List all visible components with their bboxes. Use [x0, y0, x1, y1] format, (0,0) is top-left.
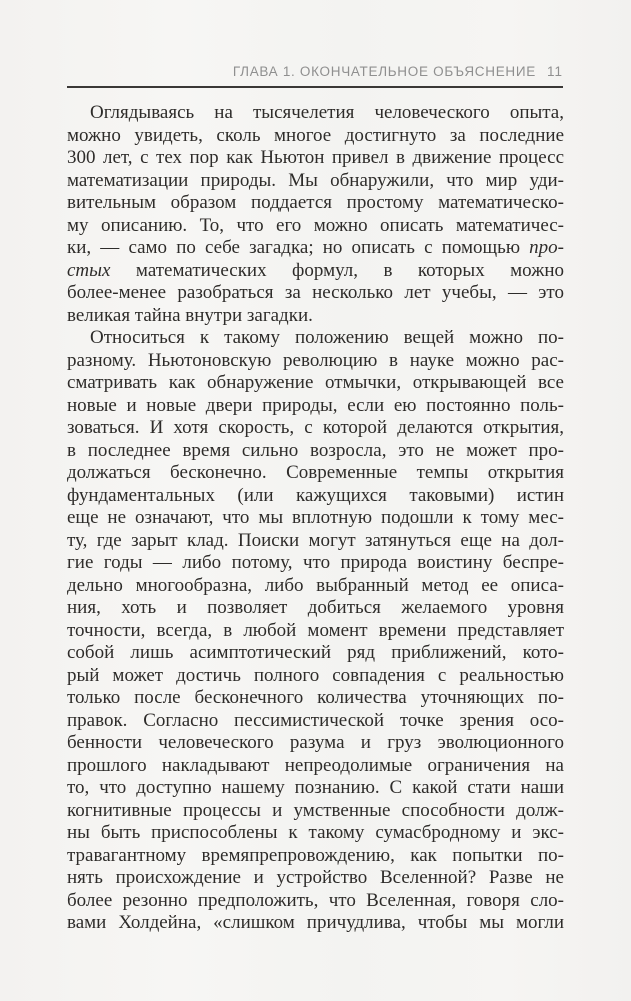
text-line [67, 395, 564, 418]
text-segment: должаться бесконечно. Современные темпы открытия [67, 462, 564, 483]
italic-text-segment: стых [67, 259, 111, 281]
text-line [67, 732, 564, 755]
text-line [67, 687, 564, 710]
text-segment: в последнее время сильно возросла, это не может про- [67, 439, 564, 461]
text-segment: дельно многообразна, либо выбранный метод ее описа- [67, 574, 564, 596]
text-segment: рый может достичь полного совпадения с реальностью [67, 664, 564, 686]
header-rule [67, 86, 563, 88]
text-line [67, 575, 564, 598]
text-line [67, 327, 564, 350]
text-line [67, 282, 564, 305]
text-segment: когнитивные процессы и умственные способности долж- [67, 799, 564, 821]
text-line [67, 350, 564, 373]
text-line [67, 710, 564, 733]
text-line [67, 530, 564, 553]
text-segment: ту, где зарыт клад. Поиски могут затянуться еще на дол- [67, 529, 564, 551]
text-line [67, 597, 564, 620]
text-segment: сматривать как обнаружение отмычки, открывающей все [67, 372, 564, 393]
text-line [67, 552, 564, 575]
text-segment: зоваться. И хотя скорость, с которой делаются открытия, [67, 417, 564, 438]
text-segment: ки, — само по себе загадка; но описать с помощью [67, 237, 530, 258]
text-segment: му описанию. То, что его можно описать математичес- [67, 214, 564, 236]
text-segment: нять происхождение и устройство Вселенной? Разве не [67, 867, 564, 888]
page-number: 11 [546, 64, 563, 79]
text-line [67, 642, 564, 665]
text-line [67, 665, 564, 688]
text-segment: ны быть приспособлены к такому сумасбродному и экс- [67, 822, 564, 843]
text-segment: ния, хоть и позволяет добиться желаемого уровня [67, 597, 564, 618]
text-line [67, 620, 564, 643]
text-line [67, 777, 564, 800]
text-segment: 300 лет, с тех пор как Ньютон привел в движение процесс [67, 147, 564, 168]
text-segment: гие годы — либо потому, что природа воистину беспре- [67, 552, 564, 573]
text-line [67, 755, 564, 778]
text-segment: еще не означают, что мы вплотную подошли к тому мес- [67, 507, 564, 528]
text-line [67, 462, 564, 485]
text-line [67, 507, 564, 530]
text-line [67, 800, 564, 823]
text-segment: прошлого накладывают непреодолимые ограничения на [67, 754, 564, 776]
text-line [67, 215, 564, 238]
text-line [67, 125, 564, 148]
text-segment: математизации природы. Мы обнаружили, что мир уди- [67, 169, 564, 191]
text-line [67, 822, 564, 845]
text-line [67, 867, 564, 890]
text-segment: вительным образом поддается простому математическо- [67, 192, 564, 213]
text-segment: точности, всегда, в любой момент времени представляет [67, 619, 564, 641]
text-segment: собой лишь асимптотический ряд приближений, кото- [67, 642, 564, 663]
text-segment: только после бесконечного количества уточняющих по- [67, 687, 564, 708]
text-segment: великая тайна внутри загадки. [67, 304, 313, 326]
running-head [67, 64, 563, 79]
text-segment: новые и новые двери природы, если ею постоянно поль- [67, 394, 564, 416]
paragraph [67, 327, 564, 935]
text-line [67, 912, 564, 935]
text-line [67, 192, 564, 215]
page-text [67, 102, 564, 935]
text-line [67, 147, 564, 170]
text-line [67, 845, 564, 868]
text-line [67, 102, 564, 125]
text-segment: более-менее разобраться за несколько лет учебы, — это [67, 282, 564, 303]
text-segment: Оглядываясь на тысячелетия человеческого опыта, [90, 102, 564, 123]
text-line [67, 372, 564, 395]
text-segment: фундаментальных (или кажущихся таковыми) истин [67, 484, 564, 506]
text-segment: бенности человеческого разума и груз эволюционного [67, 732, 564, 753]
text-line [67, 890, 564, 913]
text-segment: то, что доступно нашему познанию. С какой стати наши [67, 777, 564, 798]
italic-text-segment: про- [529, 237, 564, 258]
text-segment: разному. Ньютоновскую революцию в науке можно рас- [67, 349, 564, 371]
text-line [67, 440, 564, 463]
text-line [67, 170, 564, 193]
text-segment: более резонно предположить, что Вселенная, говоря сло- [67, 889, 564, 911]
text-segment: вами Холдейна, «слишком причудлива, чтобы мы могли [67, 912, 564, 933]
text-line [67, 260, 564, 283]
text-segment: математических формул, в которых можно [110, 259, 564, 281]
text-line [67, 237, 564, 260]
text-segment: Относиться к такому положению вещей можно по- [90, 327, 564, 348]
text-segment: можно увидеть, сколь многое достигнуто за последние [67, 124, 564, 146]
paragraph [67, 102, 564, 327]
text-line [67, 485, 564, 508]
text-segment: правок. Согласно пессимистической точке зрения осо- [67, 709, 564, 731]
text-line [67, 417, 564, 440]
running-head-chapter-title: ГЛАВА 1. ОКОНЧАТЕЛЬНОЕ ОБЪЯСНЕНИЕ [232, 64, 536, 79]
text-segment: травагантному времяпрепровождению, как попытки по- [67, 844, 564, 866]
text-line [67, 305, 564, 328]
